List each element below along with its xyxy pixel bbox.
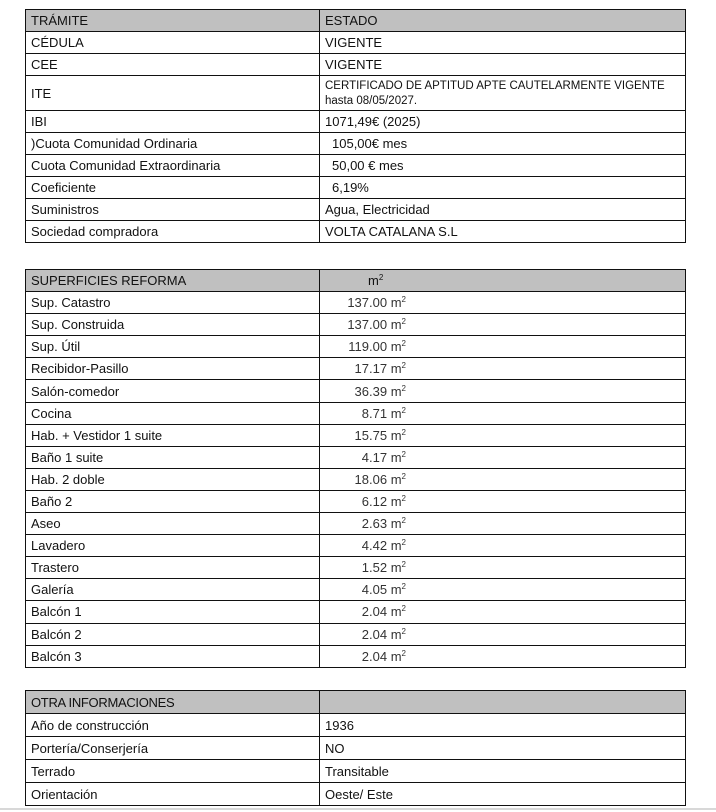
table-row <box>26 292 686 314</box>
row-value: 2.63 $m^2$ <box>320 513 686 535</box>
row-label: Hab. + Vestidor 1 suite <box>26 424 320 446</box>
header-otra: OTRA INFORMACIONES <box>26 691 320 714</box>
row-label: Orientación <box>26 783 320 806</box>
table-row <box>26 177 686 199</box>
header-superficies: SUPERFICIES REFORMA <box>26 270 320 292</box>
table-row <box>26 783 686 806</box>
table-row <box>26 468 686 490</box>
row-label: Baño 2 <box>26 490 320 512</box>
row-label: )Cuota Comunidad Ordinaria <box>26 133 320 155</box>
table-row <box>26 490 686 512</box>
page-bottom-divider <box>0 808 716 810</box>
table-row <box>26 446 686 468</box>
table-header-row <box>26 10 686 32</box>
table-row <box>26 535 686 557</box>
row-label: Portería/Conserjería <box>26 737 320 760</box>
row-value: 17.17 $m^2$ <box>320 358 686 380</box>
otra-informaciones-table <box>25 690 686 806</box>
row-label: Balcón 3 <box>26 645 320 667</box>
superficies-table <box>25 269 686 668</box>
row-value: 1936 <box>320 714 686 737</box>
row-label: Coeficiente <box>26 177 320 199</box>
row-label: CÉDULA <box>26 32 320 54</box>
row-label: Sup. Catastro <box>26 292 320 314</box>
row-value: 15.75 $m^2$ <box>320 424 686 446</box>
row-value: VOLTA CATALANA S.L <box>320 221 686 243</box>
row-value: 137.00 $m^2$ <box>320 314 686 336</box>
row-value: 6,19% <box>320 177 686 199</box>
row-value: 18.06 $m^2$ <box>320 468 686 490</box>
row-value: 4.05 $m^2$ <box>320 579 686 601</box>
row-value: Oeste/ Este <box>320 783 686 806</box>
table-row <box>26 623 686 645</box>
row-value: 137.00 $m^2$ <box>320 292 686 314</box>
table-row <box>26 737 686 760</box>
row-label: Galería <box>26 579 320 601</box>
row-label: Año de construcción <box>26 714 320 737</box>
row-value: 2.04 $m^2$ <box>320 645 686 667</box>
table-row <box>26 424 686 446</box>
row-label: Balcón 2 <box>26 623 320 645</box>
table-row <box>26 133 686 155</box>
table-row <box>26 32 686 54</box>
row-label: Hab. 2 doble <box>26 468 320 490</box>
table-row <box>26 199 686 221</box>
row-value: 1.52 $m^2$ <box>320 557 686 579</box>
row-value: Agua, Electricidad <box>320 199 686 221</box>
table-row <box>26 380 686 402</box>
row-label: Sup. Construida <box>26 314 320 336</box>
row-value: VIGENTE <box>320 54 686 76</box>
header-estado: ESTADO <box>320 10 686 32</box>
row-label: Recibidor-Pasillo <box>26 358 320 380</box>
row-label: Cuota Comunidad Extraordinaria <box>26 155 320 177</box>
table-row <box>26 314 686 336</box>
table-row <box>26 358 686 380</box>
row-value: 4.42 $m^2$ <box>320 535 686 557</box>
row-label: Trastero <box>26 557 320 579</box>
table-row <box>26 221 686 243</box>
row-label: Balcón 1 <box>26 601 320 623</box>
row-value: 2.04 $m^2$ <box>320 601 686 623</box>
row-value: 4.17 $m^2$ <box>320 446 686 468</box>
row-label: ITE <box>26 76 320 111</box>
row-label: Sup. Útil <box>26 336 320 358</box>
table-row <box>26 76 686 111</box>
row-label: Suministros <box>26 199 320 221</box>
table-row <box>26 760 686 783</box>
table-row <box>26 557 686 579</box>
row-label: Baño 1 suite <box>26 446 320 468</box>
row-label: Sociedad compradora <box>26 221 320 243</box>
row-value: 105,00€ mes <box>320 133 686 155</box>
table-row <box>26 714 686 737</box>
table-header-row <box>26 691 686 714</box>
row-value: 1071,49€ (2025) <box>320 111 686 133</box>
row-label: Cocina <box>26 402 320 424</box>
table-row <box>26 645 686 667</box>
row-label: Lavadero <box>26 535 320 557</box>
row-value: 119.00 $m^2$ <box>320 336 686 358</box>
row-value: 8.71 $m^2$ <box>320 402 686 424</box>
row-value: 36.39 $m^2$ <box>320 380 686 402</box>
header-tramite: TRÁMITE <box>26 10 320 32</box>
row-value: 50,00 € mes <box>320 155 686 177</box>
table-row <box>26 155 686 177</box>
row-label: CEE <box>26 54 320 76</box>
row-label: Terrado <box>26 760 320 783</box>
table-row <box>26 513 686 535</box>
row-label: Salón-comedor <box>26 380 320 402</box>
tramites-table <box>25 9 686 243</box>
header-unit: $m^2$ <box>320 270 686 292</box>
row-value: CERTIFICADO DE APTITUD APTE CAUTELARMENTE VIGENTE hasta 08/05/2027. <box>320 76 686 111</box>
table-row <box>26 111 686 133</box>
row-value: Transitable <box>320 760 686 783</box>
row-label: IBI <box>26 111 320 133</box>
header-empty <box>320 691 686 714</box>
table-header-row <box>26 270 686 292</box>
row-value: 6.12 $m^2$ <box>320 490 686 512</box>
table-row <box>26 579 686 601</box>
row-label: Aseo <box>26 513 320 535</box>
row-value: VIGENTE <box>320 32 686 54</box>
table-row <box>26 54 686 76</box>
table-row <box>26 601 686 623</box>
table-row <box>26 402 686 424</box>
row-value: 2.04 $m^2$ <box>320 623 686 645</box>
row-value: NO <box>320 737 686 760</box>
table-row <box>26 336 686 358</box>
